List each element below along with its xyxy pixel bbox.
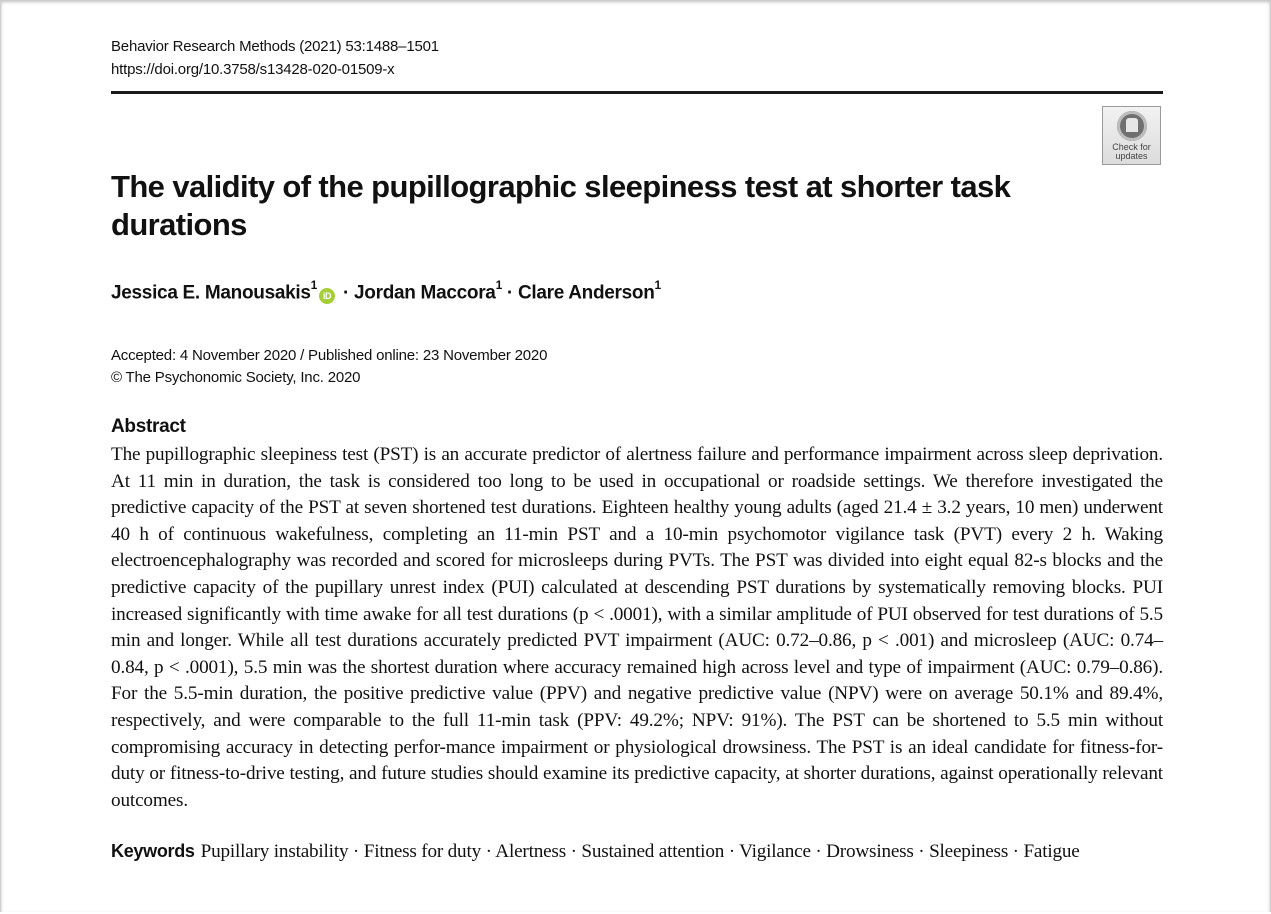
keywords-heading: Keywords — [111, 841, 195, 861]
abstract-text: The pupillographic sleepiness test (PST) is an accurate predictor of alertness failure and performance impairment across sleep deprivation. At 11 min in duration, the task is considered too long to be used in occupational or roadside settings. We therefore investigated the predictive capacity of the PST at seven shortened test durations. Eighteen healthy young adults (aged 21.4 ± 3.2 years, 10 men) underwent 40 h of continuous wakefulness, completing an 11-min PST and a 10-min psychomotor vigilance task (PVT) every 2 h. Waking electroencephalography was recorded and scored for microsleeps during PVTs. The PST was divided into eight equal 82-s blocks and the predictive capacity of the pupillary unrest index (PUI) calculated at descending PST durations by systematically removing blocks. PUI increased significantly with time awake for all test durations (p < .0001), with a similar amplitude of PUI observed for test durations of 5.5 min and longer. While all test durations accurately predicted PVT impairment (AUC: 0.72–0.86, p < .001) and microsleep (AUC: 0.74–0.84, p < .0001), 5.5 min was the shortest duration where accuracy remained high across level and type of impairment (AUC: 0.79–0.86). For the 5.5-min duration, the positive predictive value (PPV) and negative predictive value (NPV) were on average 50.1% and 89.4%, respectively, and were comparable to the full 11-min task (PPV: 49.2%; NPV: 91%). The PST can be shortened to 5.5 min without compromising accuracy in detecting perfor-mance impairment or physiological drowsiness. The PST is an ideal candidate for fitness-for-duty or fitness-to-drive testing, and future studies should examine its predictive capacity, at shorter durations, against operationally relevant outcomes. — [111, 444, 1163, 811]
crossmark-icon — [1117, 111, 1147, 141]
keywords-section — [111, 841, 1163, 863]
paper-title: The validity of the pupillographic sleepiness test at shorter task durations — [111, 169, 1011, 242]
orcid-icon[interactable]: iD — [319, 288, 335, 304]
author-affiliation: 1 — [495, 278, 502, 292]
journal-citation: Behavior Research Methods (2021) 53:1488–1501 — [111, 38, 439, 55]
check-for-updates-label: Check for updates — [1112, 142, 1151, 161]
copyright-notice: © The Psychonomic Society, Inc. 2020 — [111, 369, 361, 386]
author-separator: · — [506, 282, 513, 304]
check-for-updates-button[interactable] — [1102, 106, 1161, 165]
publication-dates — [111, 345, 547, 389]
header-rule — [111, 91, 1163, 94]
author-affiliation: 1 — [654, 278, 661, 292]
journal-header — [111, 35, 439, 81]
author-list — [111, 280, 661, 304]
author-name[interactable]: Jordan Maccora — [354, 282, 496, 304]
abstract-heading: Abstract — [111, 416, 186, 437]
author-separator: · — [343, 282, 350, 304]
author-affiliation: 1 — [310, 278, 318, 292]
keywords-list: Pupillary instability · Fitness for duty · Alertness · Sustained attention · Vigilance · Drowsiness · Sleepiness · Fatigue — [200, 841, 1080, 862]
accepted-published-dates: Accepted: 4 November 2020 / Published online: 23 November 2020 — [111, 347, 548, 364]
author-name[interactable]: Jessica E. Manousakis — [111, 282, 311, 304]
author-name[interactable]: Clare Anderson — [517, 282, 655, 304]
doi-link[interactable]: https://doi.org/10.3758/s13428-020-01509-x — [111, 61, 395, 78]
